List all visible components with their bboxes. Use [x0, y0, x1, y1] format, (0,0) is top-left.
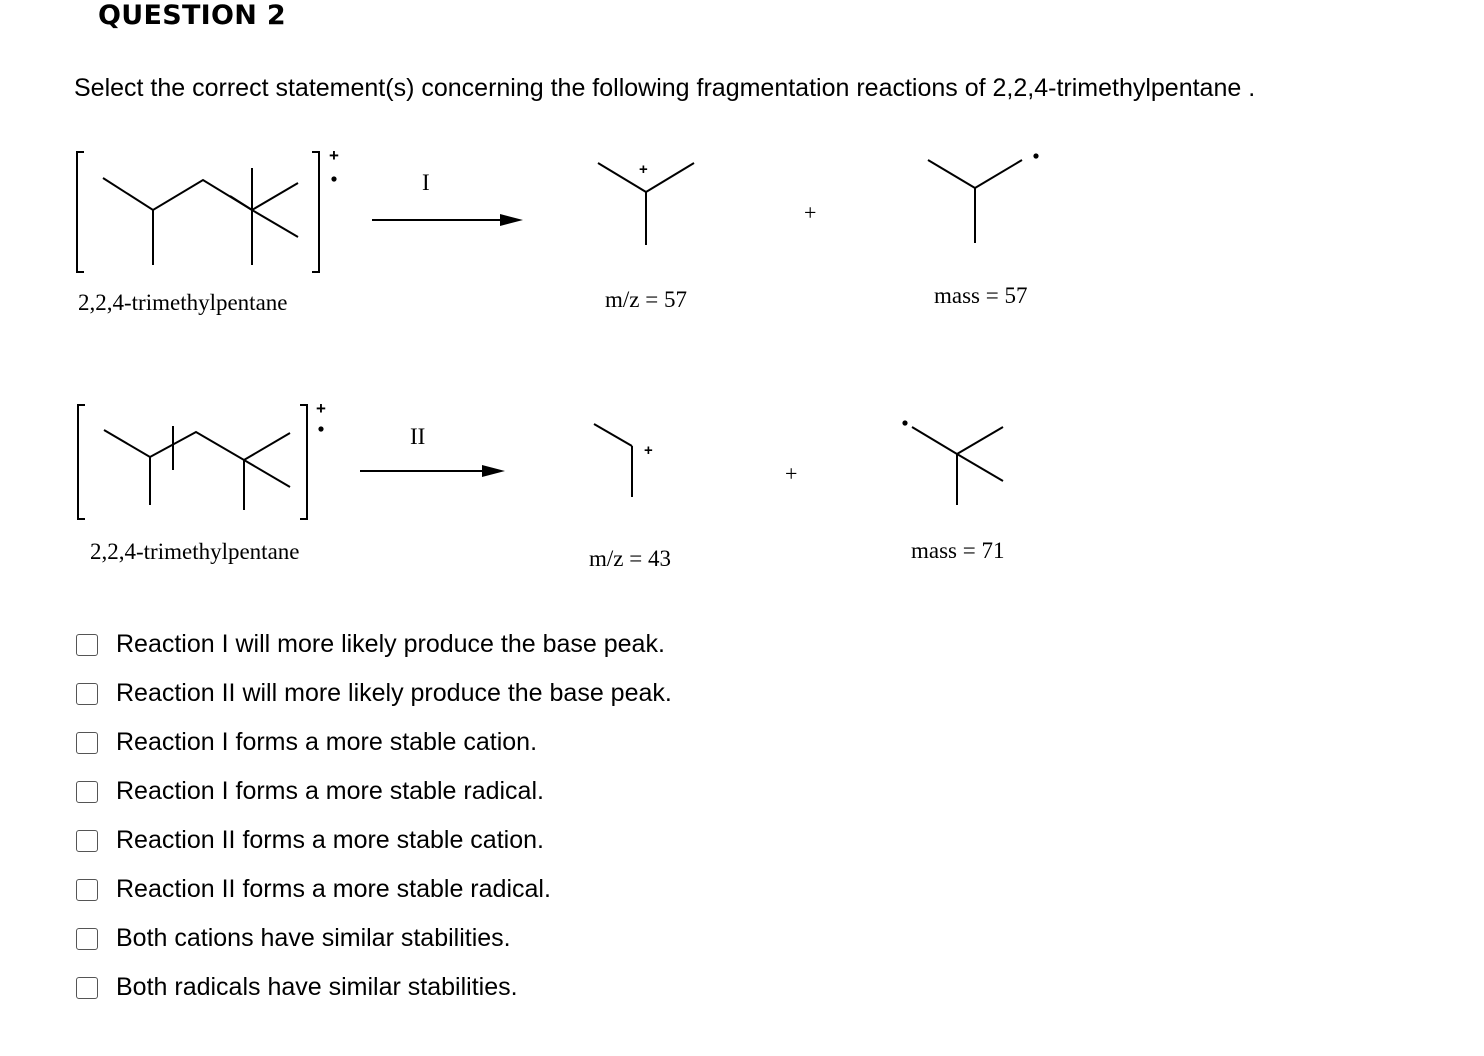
- reaction-arrow-ii: [360, 465, 505, 477]
- reactant-charge-ii: +: [316, 399, 326, 418]
- option-label: Both cations have similar stabilities.: [116, 924, 511, 952]
- reactant-name-ii: 2,2,4-trimethylpentane: [90, 539, 300, 564]
- radical-label-i: mass = 57: [934, 283, 1028, 308]
- checkbox[interactable]: [76, 830, 98, 852]
- radical-label-ii: mass = 71: [911, 538, 1005, 563]
- option-label: Reaction II forms a more stable radical.: [116, 875, 551, 903]
- reaction-label-i: I: [422, 170, 430, 195]
- reaction-label-ii: II: [410, 424, 426, 449]
- reaction-arrow-i: [372, 214, 523, 226]
- radical-skeleton-ii: [912, 427, 1003, 505]
- reactant-name-i: 2,2,4-trimethylpentane: [78, 290, 288, 315]
- cation-label-i: m/z = 57: [605, 287, 687, 312]
- plus-sign-i: +: [804, 200, 817, 225]
- plus-sign-ii: +: [785, 461, 798, 486]
- radical-skeleton-i: [928, 160, 1022, 243]
- answer-options: [76, 620, 672, 1012]
- reactant-skeleton-i: [103, 168, 298, 265]
- question-prompt: Select the correct statement(s) concerning the following fragmentation reactions of 2,2,4-trimethylpentane .: [74, 74, 1256, 102]
- option-8[interactable]: [76, 963, 672, 1012]
- reactant-charge-i: +: [329, 146, 339, 165]
- checkbox[interactable]: [76, 879, 98, 901]
- checkbox[interactable]: [76, 683, 98, 705]
- radical-dot-icon: [319, 427, 322, 430]
- option-label: Reaction I forms a more stable radical.: [116, 777, 544, 805]
- reactant-bracket-right-ii: [300, 405, 307, 519]
- option-4[interactable]: [76, 767, 672, 816]
- option-label: Reaction I will more likely produce the base peak.: [116, 630, 665, 658]
- option-label: Reaction II forms a more stable cation.: [116, 826, 544, 854]
- cation-charge-i: +: [639, 161, 648, 178]
- option-label: Reaction II will more likely produce the base peak.: [116, 679, 672, 707]
- radical-dot-icon: [1034, 154, 1037, 157]
- cation-label-ii: m/z = 43: [589, 546, 671, 571]
- option-5[interactable]: [76, 816, 672, 865]
- radical-dot-icon: [332, 177, 335, 180]
- reactant-bracket-left-i: [77, 152, 84, 272]
- option-label: Reaction I forms a more stable cation.: [116, 728, 538, 756]
- checkbox[interactable]: [76, 634, 98, 656]
- option-label: Both radicals have similar stabilities.: [116, 973, 518, 1001]
- cation-skeleton-ii: [594, 424, 632, 497]
- reactant-skeleton-ii: [104, 426, 290, 510]
- option-1[interactable]: [76, 620, 672, 669]
- cation-charge-ii: +: [644, 442, 653, 459]
- option-2[interactable]: [76, 669, 672, 718]
- option-7[interactable]: [76, 914, 672, 963]
- question-title: QUESTION 2: [98, 0, 286, 31]
- reactant-bracket-left-ii: [78, 405, 85, 519]
- checkbox[interactable]: [76, 977, 98, 999]
- option-6[interactable]: [76, 865, 672, 914]
- checkbox[interactable]: [76, 928, 98, 950]
- radical-dot-icon: [903, 421, 906, 424]
- checkbox[interactable]: [76, 781, 98, 803]
- checkbox[interactable]: [76, 732, 98, 754]
- reactant-bracket-right-i: [312, 152, 319, 272]
- option-3[interactable]: [76, 718, 672, 767]
